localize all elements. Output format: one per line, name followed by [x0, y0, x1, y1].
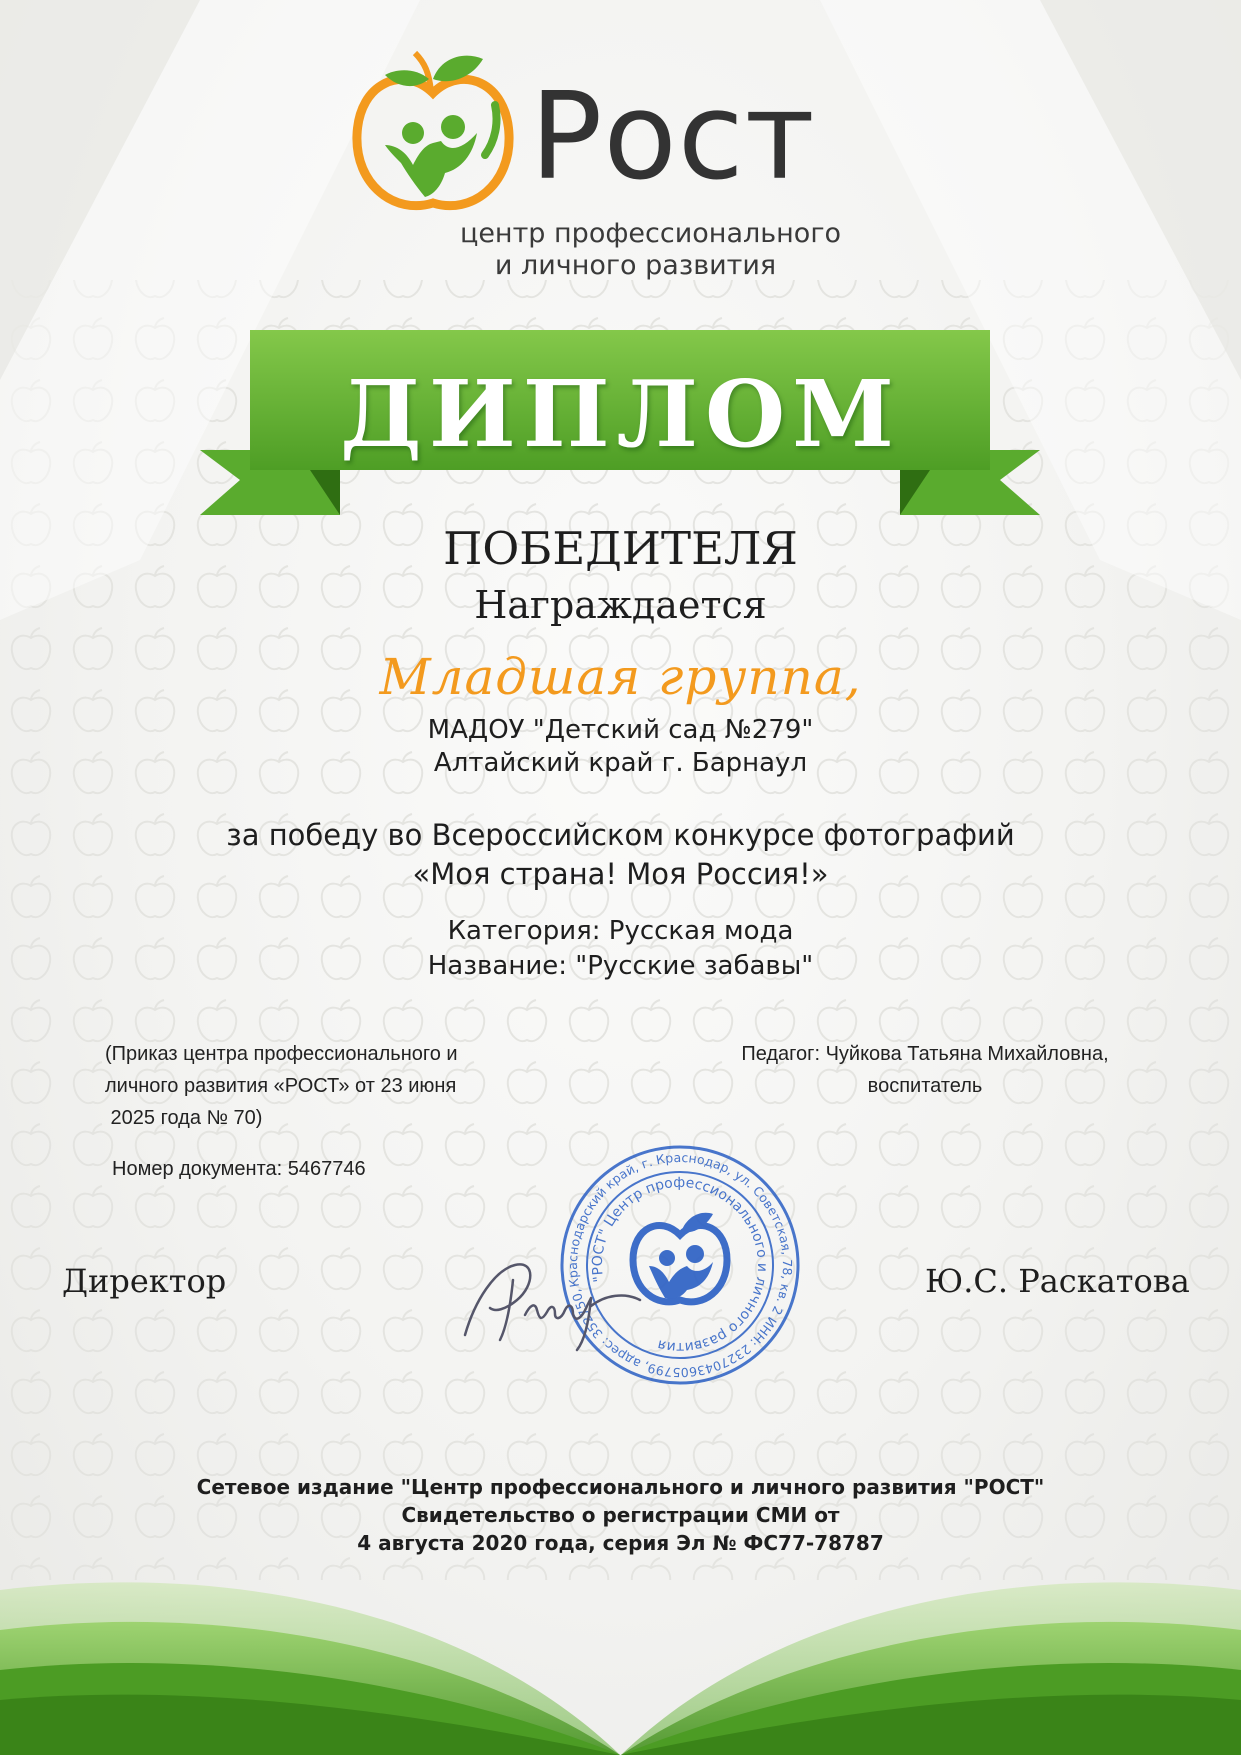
- recipient-name: Младшая группа,: [379, 648, 862, 706]
- brand-name: Рост: [530, 68, 816, 207]
- organization: МАДОУ "Детский сад №279": [427, 715, 814, 745]
- order-reference: [105, 1038, 525, 1134]
- green-book-pages-decoration: [0, 1560, 1241, 1755]
- awarded-label: Награждается: [474, 583, 767, 627]
- brand-tagline-line2: и личного развития: [494, 250, 777, 281]
- seal-outer-text: Краснодарский край, г. Краснодар, ул. Советская, 78, кв. 2 ИНН: 2327043605799, адрес: 352750,: [564, 1149, 796, 1381]
- footer-line-1: Сетевое издание "Центр профессионального и личного развития "РОСТ": [196, 1475, 1045, 1499]
- order-line-3: 2025 года № 70): [105, 1107, 263, 1129]
- award-reason: за победу во Всероссийском конкурсе фотографий: [226, 818, 1015, 852]
- order-line-2: личного развития «РОСТ» от 23 июня: [105, 1075, 457, 1097]
- teacher-info: [690, 1038, 1160, 1102]
- director-signature: [455, 1240, 655, 1360]
- brand-tagline-line1: центр профессионального: [459, 218, 842, 249]
- location: Алтайский край г. Барнаул: [433, 748, 808, 778]
- order-line-1: (Приказ центра профессионального и: [105, 1043, 458, 1065]
- footer-line-3: 4 августа 2020 года, серия Эл № ФС77-78787: [357, 1531, 884, 1555]
- director-label: Директор: [62, 1262, 227, 1300]
- diploma-title: ДИПЛОМ: [340, 360, 901, 468]
- work-title: Название: "Русские забавы": [427, 951, 814, 981]
- seal-inner-text: "РОСТ" Центр профессионального и личного развития: [589, 1174, 771, 1356]
- contest-name: «Моя страна! Моя Россия!»: [412, 857, 829, 891]
- category: Категория: Русская мода: [447, 916, 794, 946]
- footer-line-2: Свидетельство о регистрации СМИ от: [401, 1503, 840, 1527]
- diploma-subtitle: ПОБЕДИТЕЛЯ: [443, 522, 798, 575]
- teacher-line-2: воспитатель: [867, 1075, 983, 1097]
- teacher-line-1: Педагог: Чуйкова Татьяна Михайловна,: [741, 1043, 1109, 1065]
- rost-apple-logo-icon: [345, 45, 520, 220]
- document-number: Номер документа: 5467746: [112, 1158, 366, 1180]
- director-name: Ю.С. Раскатова: [925, 1262, 1190, 1300]
